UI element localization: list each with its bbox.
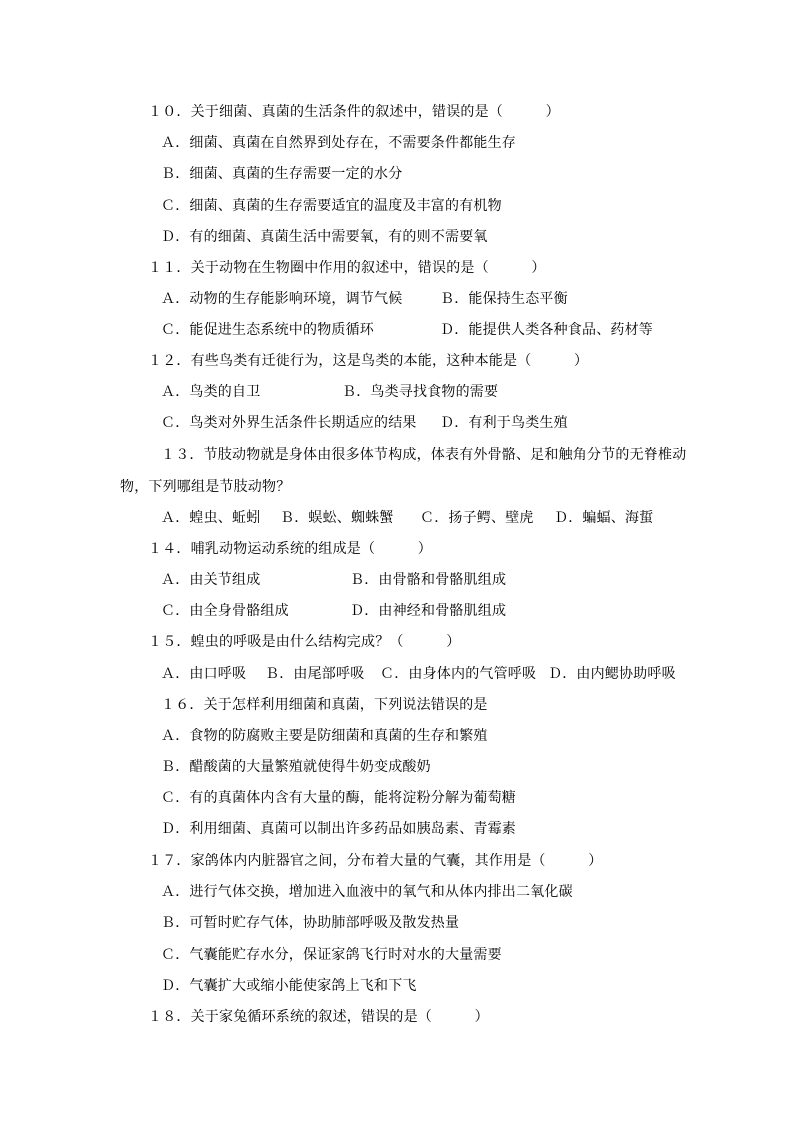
question-13-option-a: Ａ．蝗虫、蚯蚓: [161, 510, 261, 526]
question-14-option-d: Ｄ．由神经和骨骼肌组成: [350, 603, 507, 619]
question-13-option-b: Ｂ．蜈蚣、蜘蛛蟹: [280, 510, 394, 526]
question-13-option-d: Ｄ．蝙蝠、海蜇: [554, 510, 654, 526]
question-14-option-b: Ｂ．由骨骼和骨骼肌组成: [350, 572, 507, 588]
question-10-option-d: Ｄ．有的细菌、真菌生活中需要氧，有的则不需要氧: [161, 229, 488, 245]
question-17-option-b: Ｂ．可暂时贮存气体，协助肺部呼吸及散发热量: [161, 915, 460, 931]
question-10-option-c: Ｃ．细菌、真菌的生存需要适宜的温度及丰富的有机物: [161, 198, 502, 214]
question-15-option-d: Ｄ．由内鳃协助呼吸: [548, 666, 676, 682]
question-17-option-d: Ｄ．气囊扩大或缩小能使家鸽上飞和下飞: [161, 978, 417, 994]
question-12-option-a: Ａ．鸟类的自卫: [161, 384, 261, 400]
question-10-stem: １０．关于细菌、真菌的生活条件的叙述中，错误的是（ ）: [148, 104, 560, 120]
question-16-option-a: Ａ．食物的防腐败主要是防细菌和真菌的生存和繁殖: [161, 728, 488, 744]
question-14-stem: １４．哺乳动物运动系统的组成是（ ）: [148, 541, 432, 557]
question-17-option-c: Ｃ．气囊能贮存水分，保证家鸽飞行时对水的大量需要: [161, 947, 502, 963]
question-11-option-a: Ａ．动物的生存能影响环境，调节气候: [161, 291, 403, 307]
question-16-option-b: Ｂ．醋酸菌的大量繁殖就使得牛奶变成酸奶: [161, 759, 431, 775]
question-12-option-c: Ｃ．鸟类对外界生活条件长期适应的结果: [161, 415, 417, 431]
question-14-option-c: Ｃ．由全身骨骼组成: [161, 603, 289, 619]
question-10-option-b: Ｂ．细菌、真菌的生存需要一定的水分: [161, 166, 403, 182]
question-14-option-a: Ａ．由关节组成: [161, 572, 261, 588]
question-11-option-b: Ｂ．能保持生态平衡: [440, 291, 568, 307]
question-18-stem: １８．关于家兔循环系统的叙述，错误的是（ ）: [148, 1009, 489, 1025]
question-17-stem: １７．家鸽体内内脏器官之间，分布着大量的气囊，其作用是（ ）: [148, 853, 603, 869]
question-12-option-d: Ｄ．有利于鸟类生殖: [440, 415, 568, 431]
question-16-option-d: Ｄ．利用细菌、真菌可以制出许多药品如胰岛素、青霉素: [161, 821, 516, 837]
question-13-stem-line1: １３．节肢动物就是身体由很多体节构成，体表有外骨骼、足和触角分节的无脊椎动: [161, 447, 687, 463]
question-16-option-c: Ｃ．有的真菌体内含有大量的酶，能将淀粉分解为葡萄糖: [161, 790, 516, 806]
question-13-stem-line2: 物，下列哪组是节肢动物？: [120, 479, 291, 495]
question-11-option-c: Ｃ．能促进生态系统中的物质循环: [161, 322, 374, 338]
question-15-option-c: Ｃ．由身体内的气管呼吸: [380, 666, 537, 682]
question-15-option-a: Ａ．由口呼吸: [161, 666, 247, 682]
question-12-option-b: Ｂ．鸟类寻找食物的需要: [342, 384, 499, 400]
question-15-stem: １５．蝗虫的呼吸是由什么结构完成？（ ）: [148, 634, 461, 650]
question-12-stem: １２．有些鸟类有迁徙行为，这是鸟类的本能，这种本能是（ ）: [148, 353, 589, 369]
question-13-option-c: Ｃ．扬子鳄、壁虎: [420, 510, 534, 526]
question-11-option-d: Ｄ．能提供人类各种食品、药材等: [440, 322, 653, 338]
question-17-option-a: Ａ．进行气体交换，增加进入血液中的氧气和从体内排出二氧化碳: [161, 884, 573, 900]
question-10-option-a: Ａ．细菌、真菌在自然界到处存在，不需要条件都能生存: [161, 135, 516, 151]
question-11-stem: １１．关于动物在生物圈中作用的叙述中，错误的是（ ）: [148, 260, 546, 276]
question-16-stem: １６．关于怎样利用细菌和真菌，下列说法错误的是: [161, 697, 488, 713]
question-15-option-b: Ｂ．由尾部呼吸: [265, 666, 365, 682]
